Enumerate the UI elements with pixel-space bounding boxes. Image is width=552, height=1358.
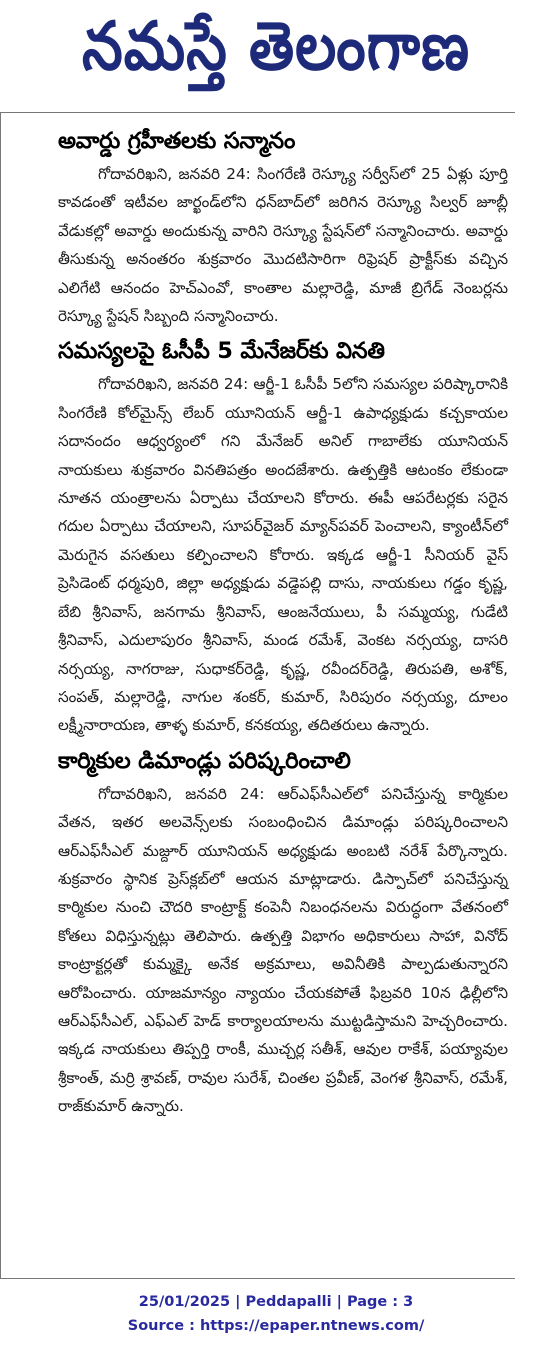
article-ocp5-petition <box>58 334 508 739</box>
article-body: గోదావరిఖని, జనవరి 24: సింగరేణి రెస్క్యూ సర్వీస్‌లో 25 ఏళ్లు పూర్తి కావడంతో ఇటీవల జార్ఖండ్‌లోని ధన్‌బాద్‌లో జరిగిన రెస్క్యూ సిల్వర్ జూబ్లీ వేడుకల్లో అవార్డు అందుకున్న వారిని రెస్క్యూ స్టేషన్‌లో సన్మానించారు. అవార్డు తీసుకున్న అనంతరం శుక్రవారం మొదటిసారిగా రిఫ్రెషర్ ప్రాక్టీస్‌కు వచ్చిన ఎలిగేటి ఆనందం హెచ్‌ఎంవో, కాంతాల మల్లారెడ్డి, మాజీ బ్రిగేడ్ నెంబర్లను రెస్క్యూ స్టేషన్ సిబ్బంది సన్మానించారు. <box>58 165 508 326</box>
news-column <box>58 124 508 1125</box>
article-awards <box>58 124 508 330</box>
article-headline: సమస్యలపై ఓసీపీ 5 మేనేజర్‌కు వినతి <box>58 338 385 365</box>
article-body: గోదావరిఖని, జనవరి 24: ఆర్జీ-1 ఓసీపీ 5లోని సమస్యల పరిష్కారానికి సింగరేణి కోల్‌మైన్స్ లేబర్ యూనియన్ ఆర్జీ-1 ఉపాధ్యక్షుడు కచ్చకాయల సదానందం ఆధ్వర్యంలో గని మేనేజర్ అనిల్ గాబాలేకు యూనియన్ నాయకులు శుక్రవారం వినతిపత్రం అందజేశారు. ఉత్పత్తికి ఆటంకం లేకుండా నూతన యంత్రాలను ఏర్పాటు చేయాలని కోరారు. ఈపీ ఆపరేటర్లకు సరైన గదుల ఏర్పాటు చేయాలని, సూపర్‌వైజర్ మ్యాన్‌పవర్ పెంచాలని, క్యాంటీన్‌లో మెరుగైన వసతులు కల్పించాలని కోరారు. ఇక్కడ ఆర్జీ-1 సీనియర్ వైస్ ప్రెసిడెంట్ ధర్మపురి, జిల్లా అధ్యక్షుడు వడ్డెపల్లి దాసు, నాయకులు గడ్డం కృష్ణ, బేబి శ్రీనివాస్, జనగామ శ్రీనివాస్, ఆంజనేయులు, పీ సమ్మయ్య, గుడేటి శ్రీనివాస్, ఎదులాపురం శ్రీనివాస్, మండ రమేశ్, వెంకట నర్సయ్య, దాసరి నర్సయ్య, నాగరాజు, సుధాకర్‌రెడ్డి, కృష్ణ, రవీందర్‌రెడ్డి, తిరుపతి, అశోక్, సంపత్, మల్లారెడ్డి, నాగుల శంకర్, కుమార్, సిరిపురం నర్సయ్య, దూలం లక్ష్మీనారాయణ, తాళ్ళ కుమార్, కనకయ్య, తదితరులు ఉన్నారు. <box>58 375 508 735</box>
bottom-divider <box>0 1278 515 1279</box>
masthead <box>0 0 552 108</box>
article-body: గోదావరిఖని, జనవరి 24: ఆర్‌ఎఫ్‌సీఎల్‌లో పనిచేస్తున్న కార్మికుల వేతన, ఇతర అలవెన్స్‌లకు సంబంధించిన డిమాండ్లు పరిష్కరించాలని ఆర్‌ఎఫ్‌సీఎల్ మజ్దూర్ యూనియన్ అధ్యక్షుడు అంబటి నరేశ్ పేర్కొన్నారు. శుక్రవారం స్థానిక ప్రెస్‌క్లబ్‌లో ఆయన మాట్లాడారు. డిస్పాచ్‌లో పనిచేస్తున్న కార్మికుల నుంచి చౌదరి కాంట్రాక్ట్ కంపెనీ నిబంధనలను విరుద్ధంగా వేతనంలో కోతలు విధిస్తున్నట్లు తెలిపారు. ఉత్పత్తి విభాగం అధికారులు సాహా, వినోద్ కాంట్రాక్టర్లతో కుమ్మక్కై అనేక అక్రమాలు, అవినీతికి పాల్పడుతున్నారని ఆరోపించారు. యాజమాన్యం న్యాయం చేయకపోతే ఫిబ్రవరి 10న ఢిల్లీలోని ఆర్‌ఎఫ్‌సీఎల్, ఎఫ్‌ఎల్ హెడ్ కార్యాలయాలను ముట్టడిస్తామని హెచ్చరించారు. ఇక్కడ నాయకులు తిప్పర్తి రాంకీ, ముచ్చర్ల సతీశ్, ఆవుల రాకేశ్, పయ్యావుల శ్రీకాంత్, మర్రి శ్రావణ్, రావుల సురేశ్, చింతల ప్రవీణ్, వెంగళ శ్రీనివాస్, రమేశ్, రాజ్‌కుమార్ ఉన్నారు. <box>58 784 508 1116</box>
article-headline: అవార్డు గ్రహీతలకు సన్మానం <box>58 128 296 154</box>
article-worker-demands <box>58 744 508 1121</box>
top-divider <box>0 112 515 113</box>
newspaper-title: నమస్తే తెలంగాణ <box>82 6 470 85</box>
footer-source-link[interactable]: Source : https://epaper.ntnews.com/ <box>127 1318 425 1334</box>
left-divider <box>0 112 1 1278</box>
page-footer <box>0 1290 552 1338</box>
footer-edition-info: 25/01/2025 | Peddapalli | Page : 3 <box>138 1294 414 1310</box>
article-headline: కార్మికుల డిమాండ్లు పరిష్కరించాలి <box>58 747 351 774</box>
